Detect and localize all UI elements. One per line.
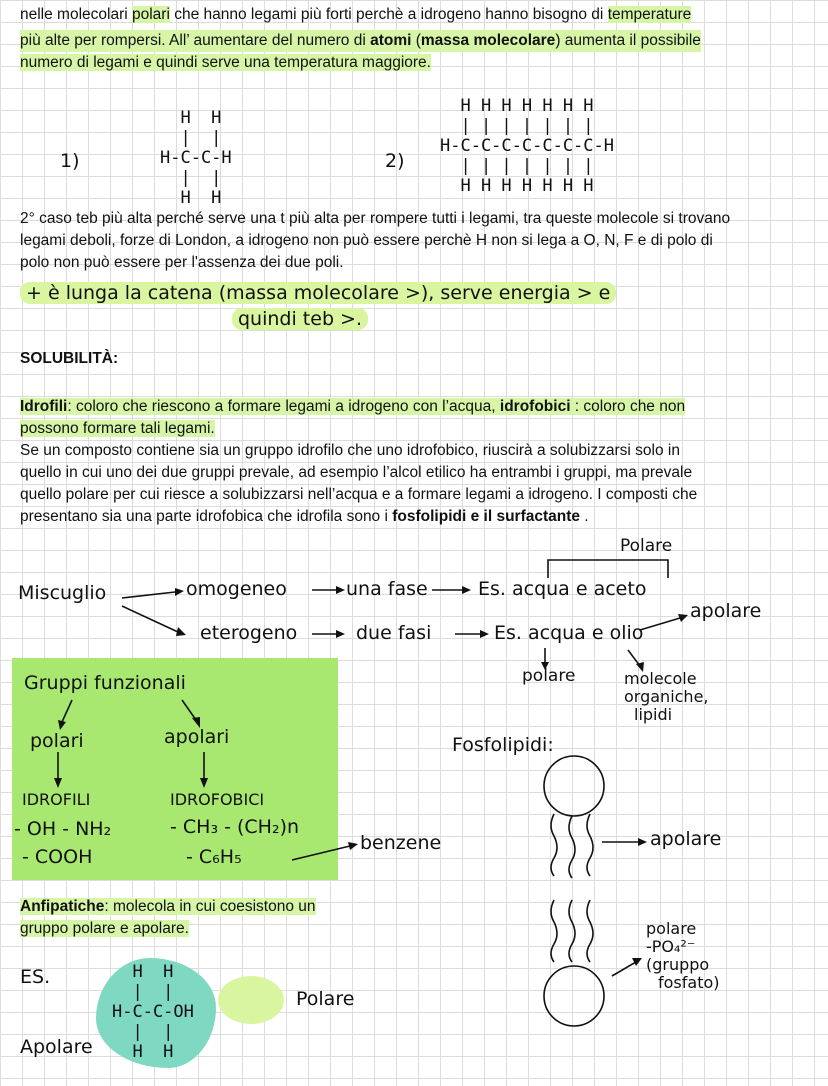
label-una-fase: una fase [346,578,428,600]
text: polare [646,919,697,938]
label-benzene: benzene [360,832,442,854]
arrow-apolari [182,700,196,720]
text: : molecola in cui coesistono un [104,898,316,915]
highlight-polari: polari [132,6,170,23]
label-apolari: apolari [164,726,230,748]
text: (gruppo [646,955,710,974]
label-polare-top: Polare [620,536,673,556]
text: lipidi [634,705,673,724]
text: numero di legami e quindi serve una temperatura maggiore. [20,54,431,71]
arrow-polari [62,700,72,722]
text: polo non può essere per l'assenza dei due poli. [20,254,344,271]
ethanol-structure: H H | | H-C-C-OH | | H H [112,962,194,1062]
label-polari: polari [30,730,84,752]
bold-anfipatiche: Anfipatiche [20,898,105,915]
label-ch3-ch2n: - CH₃ - (CH₂)n [170,816,300,838]
tail-3 [587,814,593,876]
bold-fosfolipidi: fosfolipidi e il surfactante [392,508,580,525]
label-apolare-example: Apolare [20,1036,93,1058]
text: ( [411,32,421,49]
bold-idrofili: Idrofili [20,398,68,415]
text: 2° caso teb più alta perché serve una t più alta per rompere tutti i legami, tra queste molecole si trovano [20,210,731,227]
text: fosfato) [658,973,720,992]
molecule-1-structure: H H | | H-C-C-H | | H H [160,108,232,208]
text: gruppo polare e apolare. [20,920,189,937]
label-fosfolipidi: Fosfolipidi: [452,734,554,756]
bracket-polare [548,560,668,578]
label-c6h5: - C₆H₅ [186,846,242,868]
arrow-apolare [640,618,680,630]
handwritten-note-teb: quindi teb >. [232,308,368,330]
label-es-acqua-aceto: Es. acqua e aceto [478,578,647,600]
label-molecole-organiche [624,670,709,724]
tail-6 [587,900,593,962]
bold-massa-molecolare: massa molecolare [420,32,556,49]
text: ) aumenta il possibile [555,32,701,49]
heading-solubilita: SOLUBILITÀ: [20,350,119,367]
text: molecole [624,669,697,688]
handwritten-note-chain: + è lunga la catena (massa molecolare >), serve energia > e [20,282,616,304]
label-es-acqua-olio: Es. acqua e olio [494,622,644,644]
label-omogeneo: omogeneo [186,578,287,600]
label-idrofili: IDROFILI [22,790,91,809]
text: . [580,508,589,525]
text: possono formare tali legami. [20,420,215,437]
text: quello polare per cui riesce a solubizzarsi nell’acqua e a formare legami a idrogeno. I composti che [20,486,698,503]
tail-1 [551,814,557,876]
label-idrofobici: IDROFOBICI [170,790,265,809]
text: legami deboli, forze di London, a idrogeno non può essere perchè H non si lega a O, N, F e di polo di [20,232,713,249]
label-polare: polare [522,666,576,686]
text: più alte per rompersi. All’ aumentare del numero di [20,32,371,49]
text: che hanno legami più forti perchè a idrogeno hanno bisogno di [169,6,608,23]
label-due-fasi: due fasi [356,622,432,644]
tail-2 [569,816,575,878]
label-gruppi-funzionali: Gruppi funzionali [24,672,186,694]
label-apolare: apolare [690,600,762,622]
molecule-1-label: 1) [60,150,80,172]
label-es: ES. [20,966,51,988]
text: organiche, [624,687,709,706]
arrow-eterogeneo [122,606,178,632]
label-polare-head [646,920,720,992]
arrow-benzene [292,846,350,860]
text: presentano sia una parte idrofobica che idrofila sono i [20,508,393,525]
paragraph-anfipatiche [20,896,316,940]
text: -PO₄²⁻ [646,937,696,956]
tail-4 [551,900,557,962]
label-miscuglio: Miscuglio [18,582,107,604]
text: nelle molecolari [20,6,132,23]
arrow-polare-head [612,962,636,976]
arrow-omogeneo [122,592,175,598]
phospholipid-head-bottom [544,966,604,1026]
highlight-temperature: temperature [607,6,692,23]
text: : coloro che riescono a formare legami a idrogeno con l’acqua, [67,398,500,415]
label-apolare-tail: apolare [650,828,722,850]
label-oh-nh2: - OH - NH₂ [14,818,112,840]
bold-idrofobici: idrofobici [499,398,571,415]
label-eterogeneo: eterogeno [200,622,298,644]
text: Se un composto contiene sia un gruppo idrofilo che uno idrofobico, riuscirà a solubizzarsi solo in [20,442,680,459]
text: quello in cui uno dei due gruppi prevale, ad esempio l’alcol etilico ha entrambi i gruppi, ma prevale [20,464,693,481]
phospholipid-head-top [544,756,604,816]
label-cooh: - COOH [22,846,93,868]
bold-atomi: atomi [370,32,412,49]
tail-5 [569,900,575,962]
molecule-2-structure: H H H H H H H | | | | | | | H-C-C-C-C-C-C-C-H | | | | | | | H H H H H H H [440,96,614,196]
label-polare-example: Polare [296,988,355,1010]
molecule-2-label: 2) [385,150,405,172]
text: : coloro che non [570,398,686,415]
